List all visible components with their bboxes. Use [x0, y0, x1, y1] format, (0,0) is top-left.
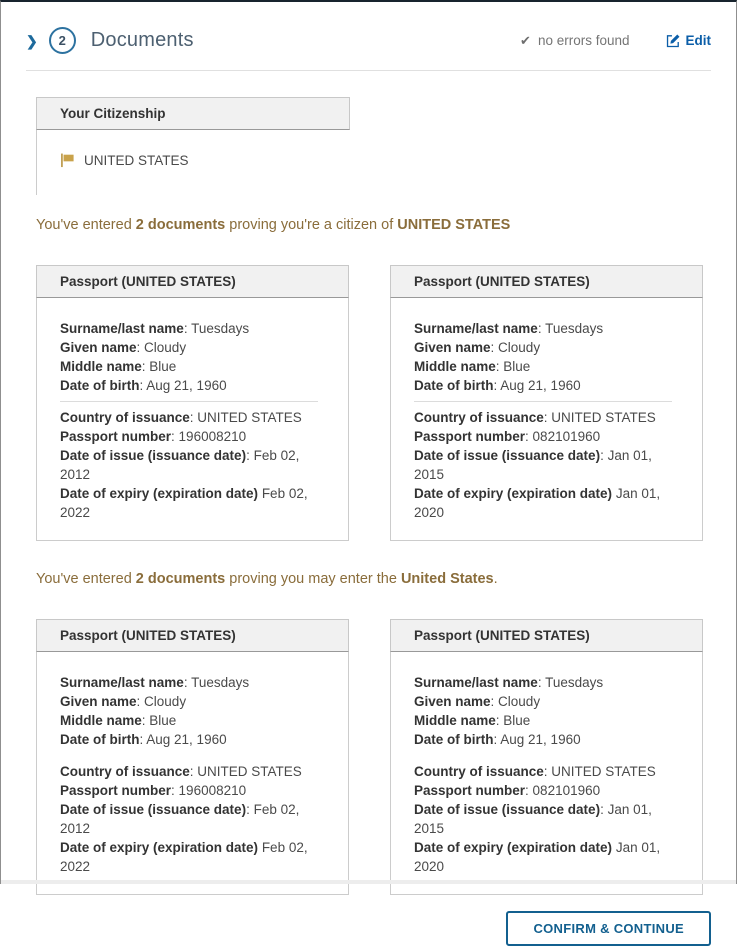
- field-row: [414, 800, 682, 838]
- field-label: Date of birth: [60, 732, 140, 747]
- field-value: 196008210: [178, 783, 247, 798]
- passport-card-body: [36, 652, 349, 895]
- status-badge: [520, 33, 629, 48]
- document-fields-group: [414, 408, 682, 522]
- passport-card: [36, 265, 349, 541]
- field-separator: :: [141, 359, 150, 374]
- step-number-badge: 2: [49, 27, 76, 54]
- field-label: Date of birth: [414, 378, 494, 393]
- field-label: Country of issuance: [414, 764, 544, 779]
- field-value: Jan 01, 2020: [414, 840, 661, 874]
- header-divider: [26, 70, 711, 71]
- field-row: [414, 838, 682, 876]
- field-row: [414, 781, 682, 800]
- edit-label: Edit: [685, 33, 711, 48]
- field-row: [414, 357, 682, 376]
- field-row: [414, 427, 682, 446]
- field-label: Date of issue (issuance date): [414, 802, 601, 817]
- field-separator: :: [490, 340, 499, 355]
- field-separator: :: [141, 713, 150, 728]
- field-separator: :: [136, 340, 145, 355]
- field-label: Passport number: [414, 783, 526, 798]
- field-row: [414, 730, 682, 749]
- citizen-documents-message: You've entered 2 documents proving you're a citizen of UNITED STATES: [36, 217, 511, 233]
- field-row: [414, 673, 682, 692]
- field-label: Given name: [60, 340, 137, 355]
- field-value: 196008210: [178, 429, 247, 444]
- citizenship-country: UNITED STATES: [84, 153, 189, 168]
- field-value: Cloudy: [144, 340, 187, 355]
- field-value: Aug 21, 1960: [146, 378, 227, 393]
- passport-card: [36, 619, 349, 895]
- passport-card-title: Passport (UNITED STATES): [60, 628, 236, 643]
- passport-card-title: Passport (UNITED STATES): [414, 628, 590, 643]
- citizenship-card-body: [36, 130, 350, 195]
- field-separator: :: [183, 321, 192, 336]
- field-value: Feb 02, 2022: [60, 840, 308, 874]
- citizenship-title: Your Citizenship: [60, 106, 166, 121]
- field-row: [60, 762, 328, 781]
- field-label: Date of expiry (expiration date): [414, 486, 613, 501]
- confirm-continue-button[interactable]: CONFIRM & CONTINUE: [506, 911, 711, 946]
- field-separator: :: [490, 694, 499, 709]
- field-value: Tuesdays: [191, 675, 250, 690]
- field-row: [60, 357, 328, 376]
- field-row: [60, 408, 328, 427]
- field-value: Aug 21, 1960: [146, 732, 227, 747]
- field-row: [60, 838, 328, 876]
- field-label: Given name: [414, 340, 491, 355]
- field-separator: :: [139, 378, 147, 393]
- field-value: Jan 01, 2015: [414, 802, 652, 836]
- field-separator: :: [246, 448, 254, 463]
- field-separator: :: [189, 410, 198, 425]
- field-separator: :: [537, 321, 546, 336]
- field-value: Aug 21, 1960: [500, 378, 581, 393]
- field-label: Date of issue (issuance date): [60, 802, 247, 817]
- page-bottom-edge: [1, 880, 736, 884]
- field-separator: :: [600, 448, 608, 463]
- field-row: [60, 376, 328, 395]
- document-fields-group: [414, 762, 682, 876]
- field-row: [414, 319, 682, 338]
- field-value: Cloudy: [498, 694, 541, 709]
- personal-fields-group: [60, 319, 328, 395]
- passport-card-body: [390, 298, 703, 541]
- field-label: Date of expiry (expiration date): [60, 840, 259, 855]
- field-row: [60, 484, 328, 522]
- field-separator: :: [139, 732, 147, 747]
- field-row: [414, 376, 682, 395]
- field-value: Blue: [149, 359, 177, 374]
- field-row: [60, 800, 328, 838]
- section-header: [1, 2, 736, 54]
- citizen-documents-grid: [36, 265, 736, 541]
- field-separator: :: [246, 802, 254, 817]
- passport-card-title: Passport (UNITED STATES): [60, 274, 236, 289]
- field-label: Country of issuance: [60, 764, 190, 779]
- field-row: [60, 730, 328, 749]
- field-row: [414, 338, 682, 357]
- field-label: Passport number: [60, 783, 172, 798]
- field-label: Surname/last name: [414, 321, 538, 336]
- field-row: [414, 692, 682, 711]
- field-value: Feb 02, 2012: [60, 802, 300, 836]
- passport-card-title: Passport (UNITED STATES): [414, 274, 590, 289]
- field-value: Cloudy: [144, 694, 187, 709]
- personal-fields-group: [414, 319, 682, 395]
- field-label: Surname/last name: [60, 675, 184, 690]
- field-separator: :: [493, 378, 501, 393]
- field-label: Date of issue (issuance date): [60, 448, 247, 463]
- field-separator: :: [495, 713, 504, 728]
- status-text: no errors found: [537, 33, 630, 48]
- field-value: Tuesdays: [191, 321, 250, 336]
- field-label: Middle name: [414, 713, 496, 728]
- entry-documents-message: You've entered 2 documents proving you may enter the United States.: [36, 571, 498, 587]
- passport-card: [390, 619, 703, 895]
- field-row: [60, 692, 328, 711]
- field-separator: :: [525, 429, 533, 444]
- passport-card-body: [390, 652, 703, 895]
- field-row: [60, 338, 328, 357]
- chevron-right-icon[interactable]: ❯: [26, 32, 38, 49]
- edit-pencil-icon: [666, 34, 680, 48]
- field-separator: :: [543, 764, 552, 779]
- field-value: UNITED STATES: [197, 764, 302, 779]
- field-separator: :: [183, 675, 192, 690]
- field-row: [414, 762, 682, 781]
- field-value: Feb 02, 2012: [60, 448, 300, 482]
- document-fields-group: [60, 762, 328, 876]
- field-label: Middle name: [414, 359, 496, 374]
- personal-fields-group: [414, 673, 682, 749]
- field-value: Jan 01, 2015: [414, 448, 652, 482]
- field-separator: :: [600, 802, 608, 817]
- edit-button[interactable]: [666, 33, 712, 48]
- field-label: Date of birth: [414, 732, 494, 747]
- field-value: Aug 21, 1960: [500, 732, 581, 747]
- field-separator: :: [543, 410, 552, 425]
- field-label: Country of issuance: [60, 410, 190, 425]
- field-row: [60, 673, 328, 692]
- field-label: Date of expiry (expiration date): [60, 486, 259, 501]
- passport-card-header: [390, 265, 703, 298]
- passport-card-header: [390, 619, 703, 652]
- citizenship-card-header: [36, 97, 350, 130]
- field-value: Feb 02, 2022: [60, 486, 308, 520]
- field-row: [414, 484, 682, 522]
- field-label: Passport number: [414, 429, 526, 444]
- field-row: [414, 408, 682, 427]
- field-value: Blue: [503, 359, 531, 374]
- field-label: Given name: [60, 694, 137, 709]
- field-separator: :: [136, 694, 145, 709]
- field-separator: :: [189, 764, 198, 779]
- field-separator: :: [493, 732, 501, 747]
- passport-card-body: [36, 298, 349, 541]
- passport-card-header: [36, 619, 349, 652]
- field-separator: :: [171, 783, 179, 798]
- card-section-divider: [60, 401, 318, 402]
- field-value: UNITED STATES: [197, 410, 302, 425]
- field-row: [414, 711, 682, 730]
- field-value: Tuesdays: [545, 675, 604, 690]
- field-label: Given name: [414, 694, 491, 709]
- field-separator: :: [525, 783, 533, 798]
- field-label: Date of issue (issuance date): [414, 448, 601, 463]
- passport-card: [390, 265, 703, 541]
- field-value: Jan 01, 2020: [414, 486, 661, 520]
- citizenship-card: [36, 97, 350, 195]
- field-row: [60, 427, 328, 446]
- personal-fields-group: [60, 673, 328, 749]
- field-row: [60, 781, 328, 800]
- field-label: Surname/last name: [60, 321, 184, 336]
- field-value: Cloudy: [498, 340, 541, 355]
- field-value: Blue: [149, 713, 177, 728]
- footer-actions: [1, 911, 711, 946]
- field-label: Middle name: [60, 713, 142, 728]
- field-label: Country of issuance: [414, 410, 544, 425]
- field-value: Tuesdays: [545, 321, 604, 336]
- field-label: Date of expiry (expiration date): [414, 840, 613, 855]
- field-label: Passport number: [60, 429, 172, 444]
- field-row: [60, 446, 328, 484]
- field-label: Date of birth: [60, 378, 140, 393]
- passport-card-header: [36, 265, 349, 298]
- field-label: Surname/last name: [414, 675, 538, 690]
- field-separator: :: [171, 429, 179, 444]
- field-label: Middle name: [60, 359, 142, 374]
- document-fields-group: [60, 408, 328, 522]
- field-separator: :: [537, 675, 546, 690]
- field-value: Blue: [503, 713, 531, 728]
- card-section-divider: [414, 401, 672, 402]
- entry-documents-grid: [36, 619, 736, 895]
- field-value: 082101960: [532, 429, 601, 444]
- field-row: [60, 319, 328, 338]
- flag-icon: [60, 153, 75, 168]
- page-title: Documents: [90, 29, 194, 51]
- field-row: [60, 711, 328, 730]
- field-row: [414, 446, 682, 484]
- field-value: UNITED STATES: [551, 410, 656, 425]
- field-value: 082101960: [532, 783, 601, 798]
- field-value: UNITED STATES: [551, 764, 656, 779]
- field-separator: :: [495, 359, 504, 374]
- check-icon: ✔: [520, 33, 531, 48]
